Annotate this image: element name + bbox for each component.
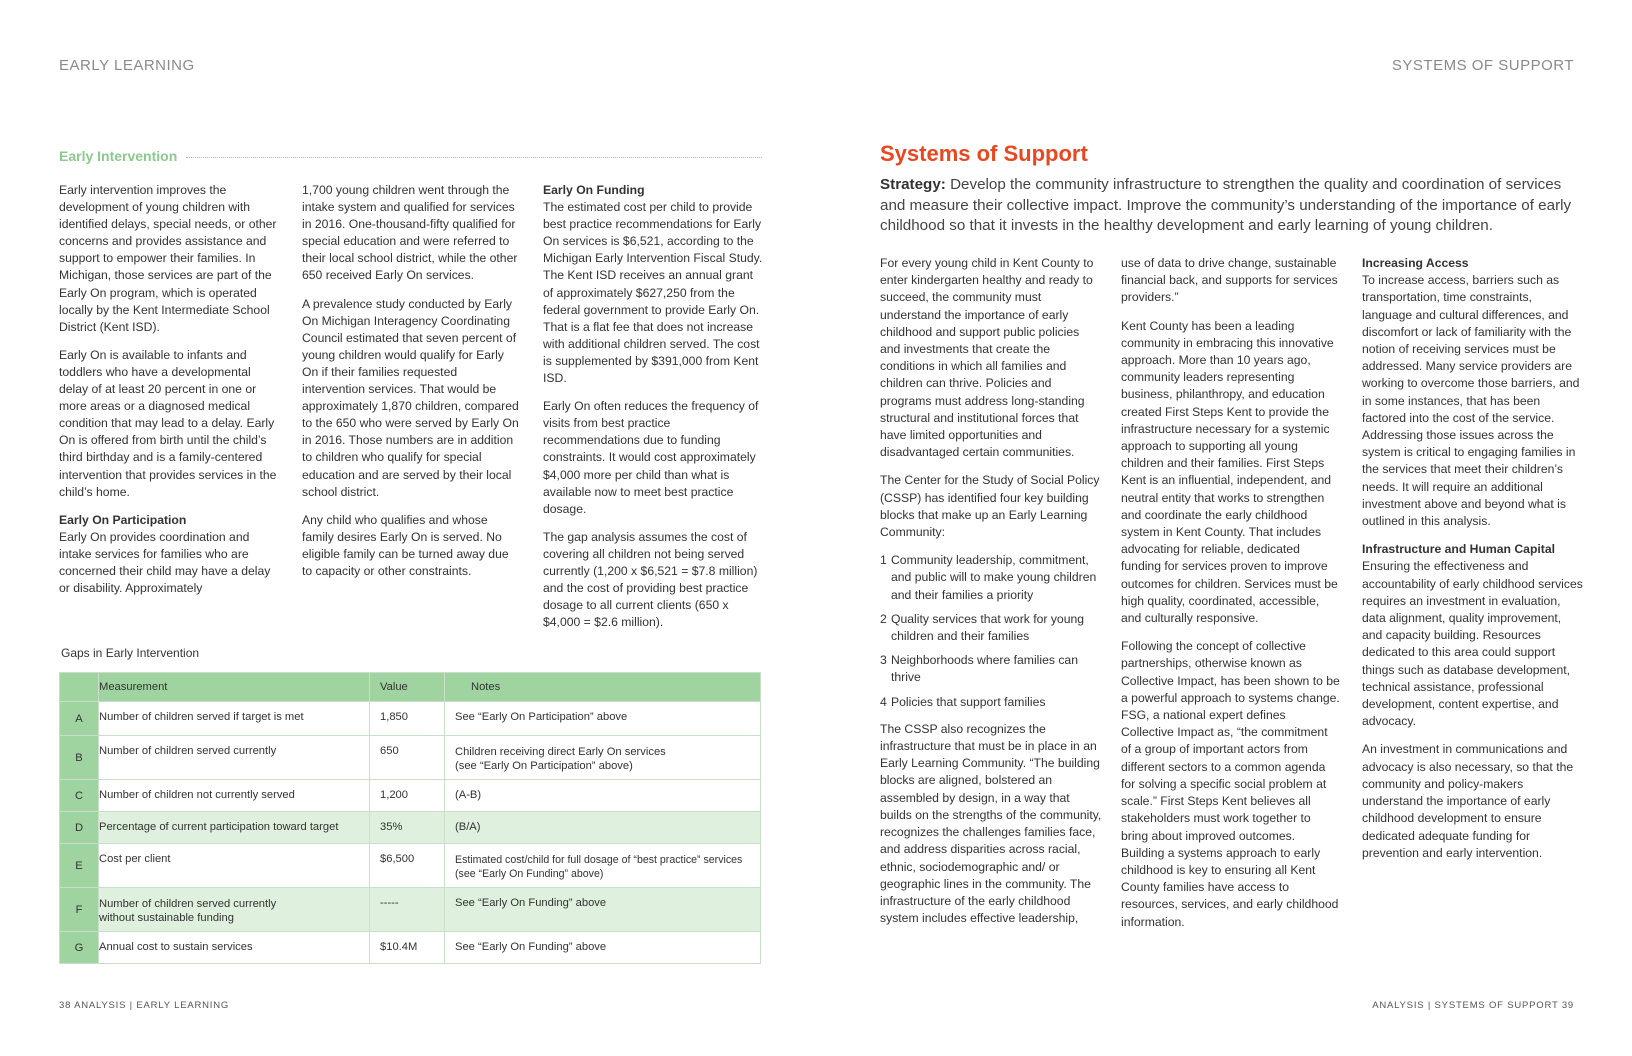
paragraph: The Center for the Study of Social Policy (CSSP) has identified four key building blocks that make up an Early Learning Community: [880,473,1100,540]
left-column-1 [59,182,281,608]
paragraph: Following the concept of collective partnerships, otherwise known as Collective Impact, has been shown to be a powerful approach to systems change. FSG, a national expert defines Collective Impact as, “the commitment of a group of important actors from different sectors to a common agenda for solving a specific social problem at scale.” First Steps Kent believes all stakeholders must work together to bring about improved outcomes. Building a systems approach to early childhood is key to ensuring all Kent County families have access to resources, services, and early childhood information. [1121,639,1340,929]
strategy-statement [880,175,1580,237]
paragraph: To increase access, barriers such as transportation, time constraints, language and cultural differences, and discomfort or lack of familiarity with the notion of receiving services must be addressed. Many service providers are working to overcome those barriers, and in some instances, that has been factored into the cost of the service. Addressing those issues across the system is critical to engaging families in the services that meet their children’s needs. It will require an additional investment above and beyond what is outlined in this analysis. [1362,273,1580,529]
list-item: 3 Neighborhoods where families can thrive [880,653,1078,685]
notes-cell: See “Early On Participation” above [445,702,761,736]
paragraph: The gap analysis assumes the cost of covering all children not being served currently (1,200 x $6,521 = $7.8 million) and the cost of providing best practice dosage to all current clients (650 x $4,000 = $2.6 million). [543,529,758,630]
row-letter: C [60,780,99,812]
measurement-cell: Percentage of current participation toward target [99,812,370,844]
paragraph: The CSSP also recognizes the infrastructure that must be in place in an Early Learning Community. “The building blocks are aligned, bolstered an assembled by design, in a way that builds on the strengths of the community, recognizes the challenges families face, and address disparities across racial, ethnic, sociodemographic and/ or geographic lines in the community. The infrastructure of the early childhood system includes effective leadership, [880,721,1102,926]
table-row [60,780,761,812]
measurement-cell: Cost per client [99,844,370,888]
notes-cell: See “Early On Funding” above [445,932,761,964]
table-row [60,702,761,736]
notes-cell: (B/A) [445,812,761,844]
paragraph: The estimated cost per child to provide best practice recommendations for Early On services is $6,521, according to the Michigan Early Intervention Fiscal Study. The Kent ISD receives an annual grant of approximately $627,250 from the federal government to provide Early On. That is a flat fee that does not increase with additional children served. The cost is supplemented by $391,000 from Kent ISD. [543,200,763,386]
list-item: 4 Policies that support families [880,694,1046,709]
subheading: Increasing Access [1362,256,1469,270]
paragraph: Kent County has been a leading community in embracing this innovative approach. More than 10 years ago, community leaders representing business, philanthropy, and education created First Steps Kent to provide the infrastructure necessary for a systemic approach to supporting all young children and their families. First Steps Kent is an influential, independent, and neutral entity that works to strengthen and coordinate the early childhood system in Kent County. That includes advocating for reliable, dedicated funding for services proven to improve outcomes for children. Services must be high quality, coordinated, accessible, and culturally responsive. [1121,318,1338,626]
paragraph: Ensuring the effectiveness and accountability of early childhood services requires an investment in evaluation, data alignment, quality improvement, and capacity building. Resources dedicated to this area could support things such as database development, technical assistance, professional development, content expertise, and advocacy. [1362,559,1583,729]
row-letter: B [60,736,99,780]
left-running-head: EARLY LEARNING [59,57,195,74]
paragraph: Any child who qualifies and whose family desires Early On is served. No eligible family can be turned away due to capacity or other constraints. [302,512,509,578]
measurement-cell: Number of children served currently without sustainable funding [99,888,370,932]
paragraph: Early On provides coordination and intake services for families who are concerned their child may have a delay or disability. Approximately [59,529,271,596]
subheading: Infrastructure and Human Capital [1362,542,1556,557]
row-letter: E [60,844,99,888]
page-title: Systems of Support [880,141,1088,166]
value-cell: ----- [370,888,445,932]
table-row [60,888,761,932]
header-notes: Notes [445,673,761,702]
paragraph: A prevalence study conducted by Early On Michigan Interagency Coordinating Council estimated that seven percent of young children would qualify for Early On if their families requested intervention services. That would be approximately 1,870 children, compared to the 650 who were served by Early On in 2016. Those numbers are in addition to children who qualify for special education and are served by their local school district. [302,296,519,499]
right-running-head: SYSTEMS OF SUPPORT [1391,57,1574,74]
table-row [60,736,761,780]
table-row [60,932,761,964]
gaps-table [59,672,761,964]
right-column-1 [880,255,1102,938]
value-cell: 1,850 [370,702,445,736]
left-footer: 38 ANALYSIS | EARLY LEARNING [59,1000,230,1011]
paragraph: Early intervention improves the development of young children with identified delays, special needs, or other concerns and provides assistance and support to empower their families. In Michigan, those services are part of the Early On program, which is operated locally by the Kent Intermediate School District (Kent ISD). [59,183,277,334]
notes-cell: Estimated cost/child for full dosage of “best practice” services (see “Early On Funding” above) [445,844,761,888]
row-letter: F [60,888,99,932]
measurement-cell: Annual cost to sustain services [99,932,370,964]
table-header-row [60,673,761,702]
header-value: Value [370,673,445,702]
value-cell: $10.4M [370,932,445,964]
list-item: 1 Community leadership, commitment, and public will to make young children and their families a priority [880,553,1097,602]
paragraph: 1,700 young children went through the intake system and qualified for services in 2016. One-thousand-fifty qualified for special education and were referred to their local school district, while the other 650 received Early On services. [302,183,518,283]
notes-cell: See “Early On Funding” above [445,888,761,932]
table-row [60,812,761,844]
table-caption: Gaps in Early Intervention [61,646,200,660]
measurement-cell: Number of children served if target is met [99,702,370,736]
row-letter: D [60,812,99,844]
subheading: Early On Participation [59,512,187,527]
row-letter: A [60,702,99,736]
section-divider [186,157,762,158]
measurement-cell: Number of children served currently [99,736,370,780]
header-letter-cell [60,673,99,702]
paragraph: use of data to drive change, sustainable financial back, and supports for services providers.” [1121,256,1338,305]
right-footer: ANALYSIS | SYSTEMS OF SUPPORT 39 [1372,1000,1574,1011]
section-heading: Early Intervention [59,148,178,164]
building-blocks-list [880,552,1102,711]
paragraph: Early On is available to infants and toddlers who have a developmental delay of at least 20 percent in one or more areas or a diagnosed medical condition that may lead to a delay. Early On is offered from birth until the child’s third birthday and is a family-centered intervention that provides services in the child’s home. [59,347,277,499]
paragraph: Early On often reduces the frequency of visits from best practice recommendations due to funding constraints. It would cost approximately $4,000 more per child than what is available now to meet best practice dosage. [543,399,759,516]
value-cell: 35% [370,812,445,844]
header-measurement: Measurement [99,673,370,702]
row-letter: G [60,932,99,964]
value-cell: 650 [370,736,445,780]
table-row [60,844,761,888]
right-column-2 [1121,255,1341,942]
notes-cell: Children receiving direct Early On services (see “Early On Participation” above) [445,736,761,780]
paragraph: An investment in communications and advocacy is also necessary, so that the community and policy-makers understand the importance of early childhood development to ensure dedicated adequate funding for prevention and early intervention. [1362,742,1574,860]
notes-cell: (A-B) [445,780,761,812]
left-column-2 [302,182,520,591]
list-item: 2 Quality services that work for young children and their families [880,611,1085,644]
strategy-label: Strategy: [880,176,946,193]
measurement-cell: Number of children not currently served [99,780,370,812]
value-cell: $6,500 [370,844,445,888]
subheading: Early On Funding [543,183,645,197]
strategy-text: Develop the community infrastructure to strengthen the quality and coordination of services and measure their collective impact. Improve the community’s understanding of the importance of early childhood so that it invests in the healthy development and early learning of young children. [880,176,1572,234]
right-column-3 [1362,255,1584,873]
paragraph: For every young child in Kent County to enter kindergarten healthy and ready to succeed, the community must understand the importance of early childhood and support public policies and investments that create the conditions in which all families and children can thrive. Policies and programs must address long-standing structural and institutional forces that have limited opportunities and disadvantaged certain communities. [880,256,1094,460]
left-column-3 [543,182,765,642]
value-cell: 1,200 [370,780,445,812]
